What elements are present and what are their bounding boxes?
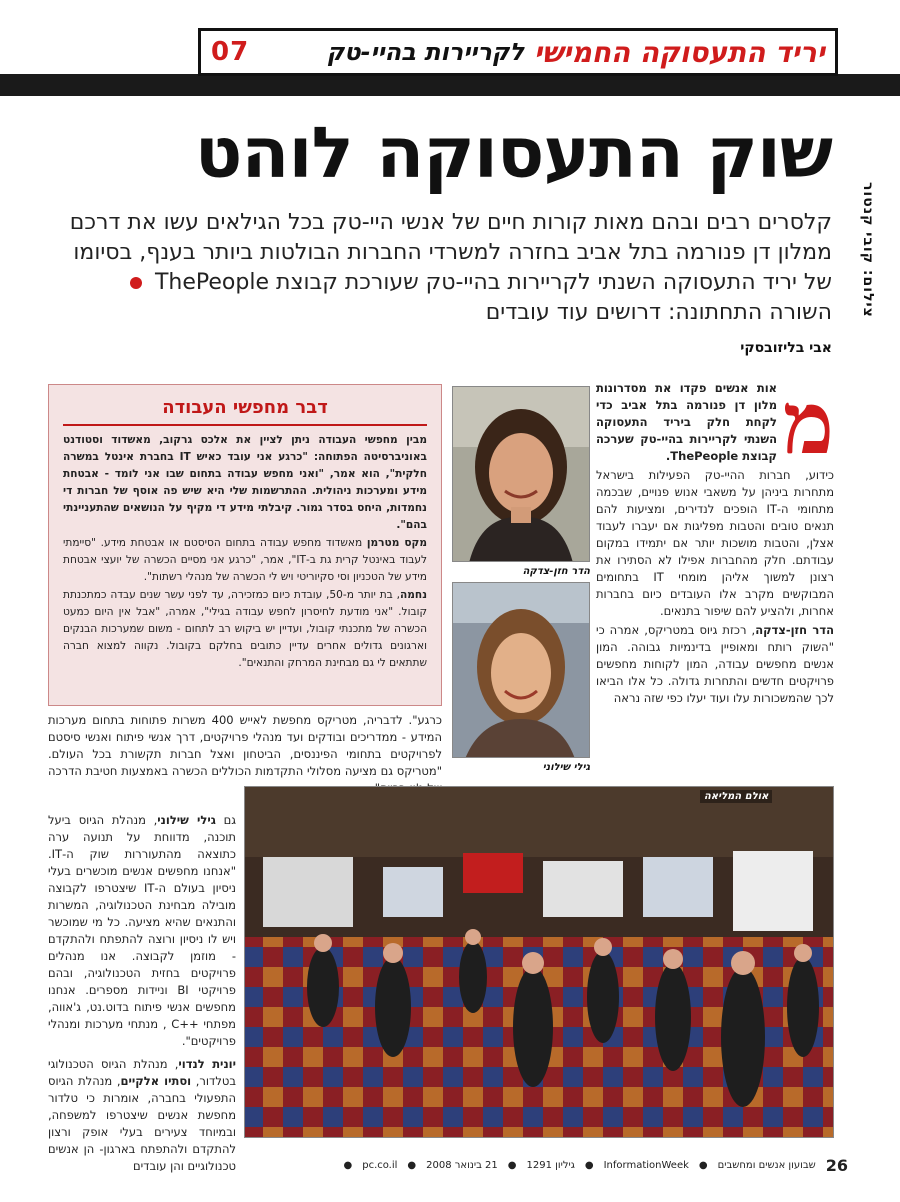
bullet-icon: ● xyxy=(698,1160,708,1171)
sidebar-paragraph xyxy=(63,587,427,672)
paragraph-text: , מנהלת הגיוס ביעל תוכנה, מדווחת על תנועה ערה כתוצאה מהתעוררות שוק ה-IT. "אנחנו מחפשים אנשים מוכשרים בעלי ניסיון בעולם ה-IT שיצטרפו לקבוצה מובילה מבחינת הטכנולוגיה, המשרות והתנאים שהיא מציעה. כל מי שמוכשר ויש לו ניסיון ורוצה להתפתח ולהתקדם - מוזמן לקבוצה. אנו מנהלים פרויקטים בחזית הטכנולוגיה, ובהם פרויקטי BI וניידות מספרים. אנחנו מחפשים אנשי פיתוח בדוט.נט, ג'אווה, מפתחי ++C , מנתחי מערכות ומנהלי פרויקטים". xyxy=(48,813,236,1048)
sidebar-paragraph xyxy=(63,535,427,586)
person-name: גילי שילוני xyxy=(157,813,216,827)
paragraph-text: , בת יותר מ-50, עובדת כיום כמזכירה, עד לפני עשר שנים עבדה כמתכנתת קובול. "אני מודעת לחיסרון לחפש עבודה בגילי", אמרה, "אבל אין היום כמעט הכשרה של מתכנתי קובול, ועדיין יש ביקוש רב לתחום - משום שמערכות הבנקים וארגונים גדולים אחרים עדיין כתובים בחלקם בקובול. נקווה למצוא חברה שתתאים לי גם מבחינת המרחק והתנאים". xyxy=(63,589,427,669)
photo-caption: גילי שילוני xyxy=(542,762,590,773)
bullet-icon: ● xyxy=(407,1160,417,1171)
left-column-top: כרגע". לדבריה, מטריקס מחפשת לאייש 400 משרות פתוחות בתחום מערכות המידע - ממדריכים ובודקים ועד מנהלי פרויקטים, דרך אנשי פיתוח ואנשי סיסטם לפרויקטים בתחומי הפיננסים, הביטחון ואצל חברות תקשורת בכל העולם. "מטריקס גם מציעה מסלולי התקדמות הכוללים הכשרה באמצעות חטיבת הדרכה xyxy=(48,713,442,778)
sidebar-box xyxy=(48,384,442,706)
sidebar-paragraph: מבין מחפשי העבודה ניתן לציין את אלכס גרקוב, מאשדוד וסטודנט באוניברסיטה הפתוחה: "כרגע אני עובד כאיש IT בחברת אינטל במשרה חלקית", הוא אמר, "ואני מחפש עבודה בתחום שבו אני לומד - אבטחת מידע ומערכות ניהולית. ההתרשמות שלי היא שיש פה אוסף של חברות די נחמדות, היחס בסדר גמור. קיבלתי מידע די מקיף על הנושאים שהתעניינתי בהם". xyxy=(63,434,427,531)
bullet-icon: ● xyxy=(584,1160,594,1171)
section-number: 07 xyxy=(211,37,250,67)
magazine-name: InformationWeek xyxy=(603,1160,689,1171)
page-number: 26 xyxy=(825,1156,848,1175)
person-name: יונית לנדוי xyxy=(178,1057,236,1071)
author-byline: אבי בליזובסקי xyxy=(740,340,832,356)
person-name: וסתיו אלקיים xyxy=(120,1074,192,1088)
site-url: pc.co.il xyxy=(362,1160,398,1171)
right-column xyxy=(596,373,835,709)
portrait-image xyxy=(452,387,589,562)
paragraph-text: גם xyxy=(215,813,236,827)
sidebar-text xyxy=(49,432,441,672)
header-bar xyxy=(0,74,900,96)
article-title: שוק התעסוקה לוהט xyxy=(194,112,832,194)
photo-credit: צילום: קובי קנטור xyxy=(860,182,876,318)
bullet-icon: ● xyxy=(507,1160,517,1171)
person-name: הדר חזן-צדקה xyxy=(755,623,835,637)
photo-caption: אולם המליאה xyxy=(700,790,772,803)
portrait-photo-gili xyxy=(452,582,590,758)
hall-photo xyxy=(244,786,834,1138)
section-subtitle: לקריירות בהיי-טק xyxy=(326,38,524,66)
portrait-image xyxy=(452,583,589,758)
paragraph-text: , מנהלת הגיוס התפעולי בחברה, אומרות כי טלדור מחפשת אנשים שיצטרפו למשפחה, ובמיוחד צעירים בעלי אופק ורצון להתקדם ולהתפתח בארגון- הן אנשים טכנולוגיים והן עובדים xyxy=(48,1074,236,1173)
sidebar-divider xyxy=(63,424,427,426)
lead-tagline: השורה התחתונה: דרושים עוד עובדים xyxy=(485,300,832,325)
section-header xyxy=(198,28,838,76)
paragraph-text: , מנהלת הגיוס הטכנולוגי בטלדור, xyxy=(48,1057,236,1088)
paragraph xyxy=(48,812,236,1050)
article-lead xyxy=(62,208,832,328)
page-footer xyxy=(40,1156,848,1175)
paragraph-text: מאשדוד מחפש עבודה בתחום הסיסטם או אבטחת מידע. "סיימתי לעבוד באינטל קרית גת ב-IT", אמר, "כרגע אני מסיים הכשרה של יועצי אבטחת מידע של הטכניון וסי סקיוריטי ויש לי הכשרה של מנהלי רשתות". xyxy=(63,537,427,583)
paragraph xyxy=(596,622,834,707)
drop-cap: מ xyxy=(783,373,834,474)
paragraph-text: , רכזת גיוס במטריקס, אמרה כי "השוק רותח ומאופיין בדינמיות גבוהה. המון אנשים מחפשים עבודה, המון לקוחות מחפשים פרויקטים חדשים והתחרות גדולה. כל אלו הביאו לכך שהמשכורות עלו ועוד יעלו כפי שזה נראה xyxy=(596,623,834,705)
section-title: יריד התעסוקה החמישי xyxy=(534,35,825,69)
person-name: מקס מטרמן xyxy=(366,537,427,549)
bullet-dot-icon xyxy=(130,277,142,289)
paragraph: כידוע, חברות ההיי-טק הפעילות בישראל מתחרות ביניהן על משאבי אנוש פנויים, שבכמה מתחומי ה-IT הופכים לנדירים, ומציעות להם תנאים טובים והטבות מפליגות אם יעברו לעבוד אצלן, והטבות מושכות יותר אם יתמידו במקום עבודתם. חלק מהחברות אפילו לא הסתירו את רצונן למשוך אליהן מומחי IT בתחומים המבוקשים מקרב אלו העובדים כיום בחברות אחרות, ולהציע להם שיפור בתנאים. xyxy=(596,468,834,618)
bullet-icon: ● xyxy=(343,1160,353,1171)
publication-name: שבועון אנשים ומחשבים xyxy=(717,1160,816,1171)
hall-image xyxy=(244,787,833,1138)
lead-text: קלסרים רבים ובהם מאות קורות חיים של אנשי היי-טק בכל הגילאים עשו את דרכם ממלון דן פנורמה בתל אביב בחזרה למשרדי החברות הבולטות ביותר בענף, בסיומו של יריד התעסוקה השנתי לקריירות בהיי-טק שעורכת קבוצת ThePeople xyxy=(69,210,832,295)
portrait-photo-hadar xyxy=(452,386,590,562)
sidebar-title: דבר מחפשי העבודה xyxy=(162,397,328,418)
left-column-narrow xyxy=(48,812,236,1181)
photo-caption: הדר חזן-צדקה xyxy=(522,566,590,577)
person-name: נחמה xyxy=(399,589,427,601)
issue-date: 21 בינואר 2008 xyxy=(426,1160,498,1171)
intro-paragraph: אות אנשים פקדו את מסדרונות מלון דן פנורמה בתל אביב כדי לקחת חלק ביריד התעסוקה השנתי לקריירות בהיי-טק שערכה קבוצת ThePeople. xyxy=(596,381,778,463)
issue-number: גיליון 1291 xyxy=(526,1160,575,1171)
